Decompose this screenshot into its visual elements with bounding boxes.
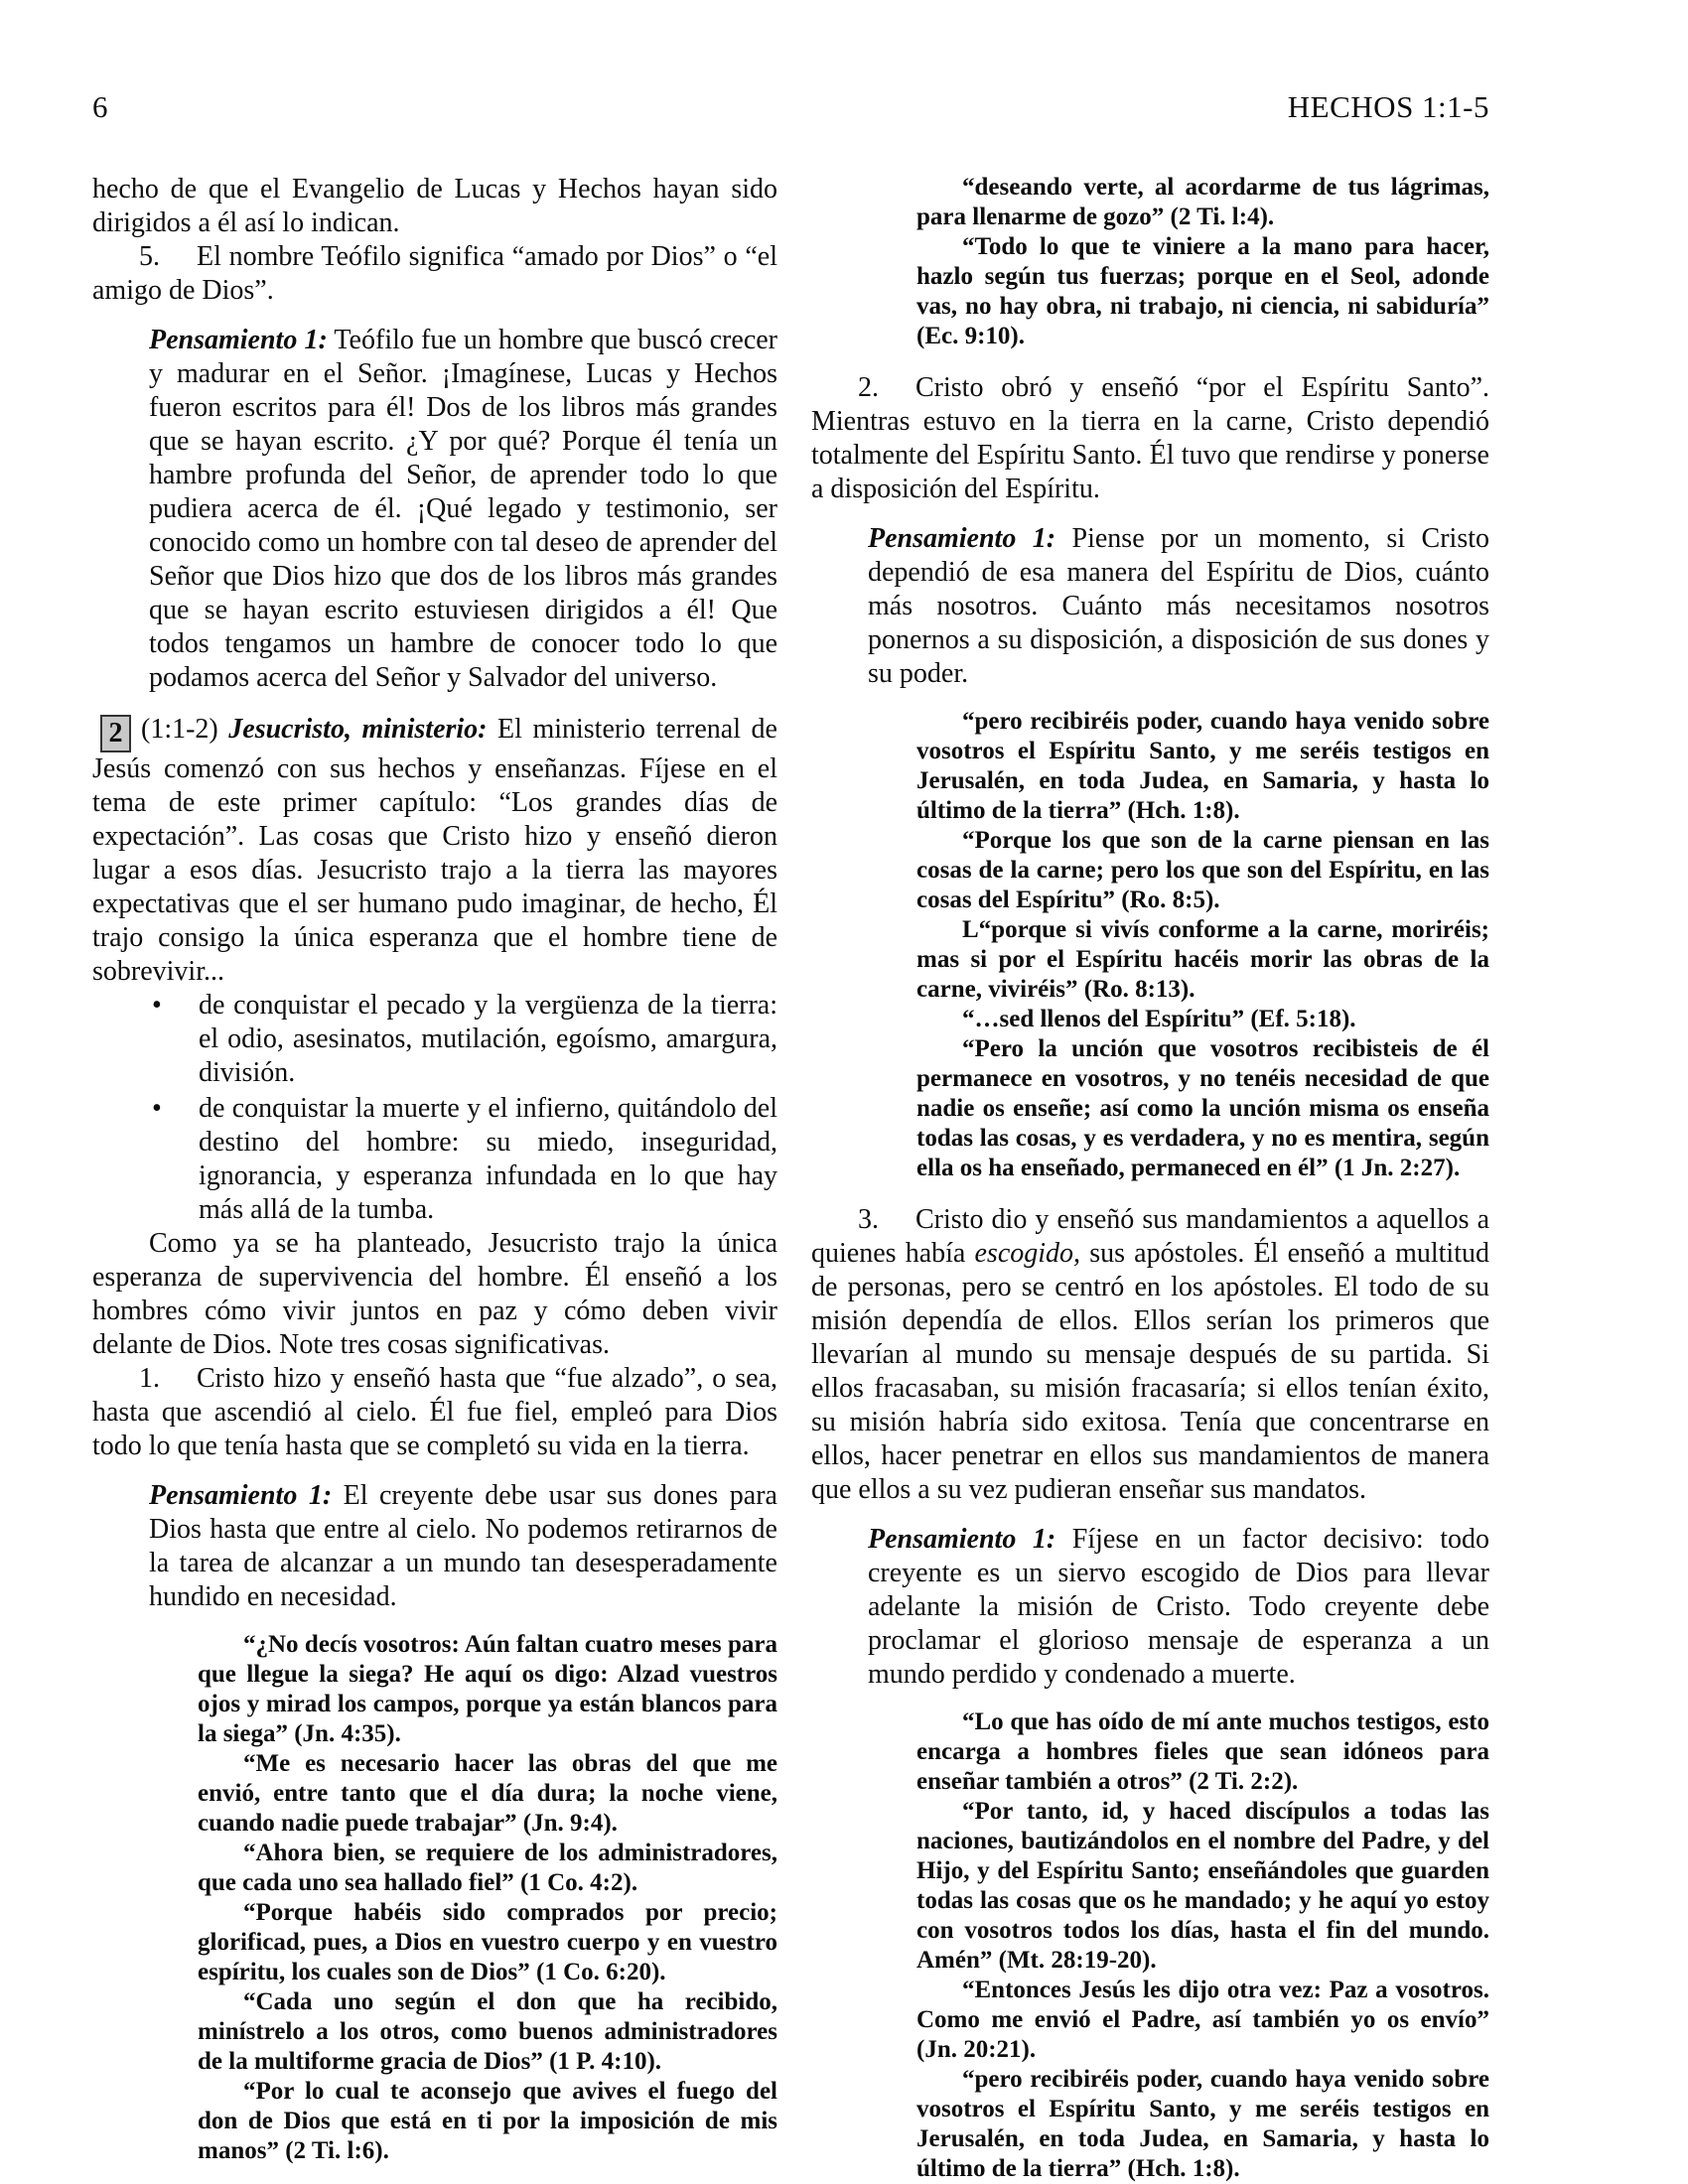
scripture-quote	[916, 232, 1489, 351]
right-column	[811, 173, 1489, 2184]
text-segment: Como ya se ha planteado, Jesucristo trajo la única esperanza de supervivencia del hombre. Él enseñó a los hombres cómo vivir juntos en paz y cómo deben vivir delante de Dios. Note tres cosas significativas.	[92, 1228, 777, 1360]
bullet-item	[152, 1092, 777, 1227]
text-segment: “Cada uno según el don que ha recibido, minístrelo a los otros, como buenos administradores de la multiforme gracia de Dios” (1 P. 4:10).	[198, 1988, 777, 2075]
scripture-quote	[916, 1034, 1489, 1183]
bullet-icon: •	[152, 990, 162, 1021]
text-segment: El creyente debe usar sus dones para Dios hasta que entre al cielo. No podemos retirarnos de la tarea de alcanzar a un mundo tan desesperadamente hundido en necesidad.	[149, 1480, 777, 1612]
scripture-quote	[198, 1839, 777, 1898]
point-number: 1.	[139, 1363, 160, 1394]
text-segment: Jesucristo, ministerio:	[228, 714, 488, 745]
scripture-quote	[916, 915, 1489, 1005]
text-segment: hecho de que el Evangelio de Lucas y Hechos hayan sido dirigidos a él así lo indican.	[92, 174, 777, 238]
left-column	[92, 173, 777, 2166]
thought-paragraph	[149, 324, 777, 695]
scripture-quote	[198, 1987, 777, 2077]
section-number-box: 2	[100, 715, 131, 752]
text-segment: “Por lo cual te aconsejo que avives el fuego del don de Dios que está en ti por la imposición de mis manos” (2 Ti. l:6).	[198, 2078, 777, 2164]
page-heading: HECHOS 1:1-5	[1287, 89, 1489, 124]
text-segment: Pensamiento 1:	[149, 1480, 333, 1511]
text-segment: “Lo que has oído de mí ante muchos testigos, esto encarga a hombres fieles que sean idóneos para enseñar también a otros” (2 Ti. 2:2).	[916, 1708, 1489, 1795]
text-segment: “pero recibiréis poder, cuando haya venido sobre vosotros el Espíritu Santo, y me seréis testigos en Jerusalén, en toda Judea, en Samaria, y hasta lo último de la tierra” (Hch. 1:8).	[916, 708, 1489, 824]
point-number: 3.	[858, 1204, 879, 1235]
numbered-paragraph	[92, 1362, 777, 1463]
scripture-quote	[916, 1797, 1489, 1976]
numbered-paragraph	[811, 371, 1489, 506]
thought-paragraph	[149, 1479, 777, 1614]
text-segment: “…sed llenos del Espíritu” (Ef. 5:18).	[962, 1006, 1356, 1032]
text-segment: “Todo lo que te viniere a la mano para hacer, hazlo según tus fuerzas; porque en el Seol, adonde vas, no hay obra, ni trabajo, ni ciencia, ni sabiduría” (Ec. 9:10).	[916, 233, 1489, 349]
scripture-quote	[916, 1005, 1489, 1034]
text-segment: “deseando verte, al acordarme de tus lágrimas, para llenarme de gozo” (2 Ti. l:4).	[916, 174, 1489, 230]
text-segment: El ministerio terrenal de Jesús comenzó con sus hechos y enseñanzas. Fíjese en el tema de este primer capítulo: “Los grandes días de expectación”. Las cosas que Cristo hizo y enseñó dieron lugar a esos días. Jesucristo trajo a la tierra las mayores expectativas que el ser humano pudo imaginar, de hecho, Él trajo consigo la única esperanza que el hombre tiene de sobrevivir...	[92, 714, 777, 987]
text-segment: “Porque los que son de la carne piensan en las cosas de la carne; pero los que son del Espíritu, en las cosas del Espíritu” (Ro. 8:5).	[916, 827, 1489, 913]
text-segment: Piense por un momento, si Cristo dependió de esa manera del Espíritu de Dios, cuánto más nosotros. Cuánto más necesitamos nosotros ponernos a su disposición, a disposición de sus dones y su poder.	[868, 523, 1489, 689]
scripture-quote	[916, 2065, 1489, 2184]
text-segment: “Ahora bien, se requiere de los administradores, que cada uno sea hallado fiel” (1 Co. 4:2).	[198, 1840, 777, 1896]
text-segment: Cristo dio y enseñó sus mandamientos a aquellos a quienes había	[811, 1204, 1489, 1269]
text-segment: “Entonces Jesús les dijo otra vez: Paz a vosotros. Como me envió el Padre, así también yo os envío” (Jn. 20:21).	[916, 1977, 1489, 2063]
thought-paragraph	[868, 1523, 1489, 1692]
text-segment: “Pero la unción que vosotros recibisteis de él permanece en vosotros, y no tenéis necesidad de que nadie os enseñe; así como la unción misma os enseña todas las cosas, y es verdadera, y no es mentira, según ella os ha enseñado, permaneced en él” (1 Jn. 2:27).	[916, 1035, 1489, 1181]
point-number: 2.	[858, 372, 879, 403]
text-segment: Pensamiento 1:	[868, 1524, 1056, 1555]
text-segment: sus apóstoles. Él enseñó a multitud de personas, pero se centró en los apóstoles. El todo de su misión dependía de ellos. Ellos serían los primeros que llevarían al mundo su mensaje después de su partida. Si ellos fracasaban, su misión fracasaría; si ellos tenían éxito, su misión habría sido exitosa. Tenía que concentrarse en ellos, hacer penetrar en ellos sus mandamientos de manera que ellos a su vez pudieran enseñar sus mandatos.	[811, 1238, 1489, 1505]
text-segment: “Porque habéis sido comprados por precio; glorificad, pues, a Dios en vuestro cuerpo y en vuestro espíritu, los cuales son de Dios” (1 Co. 6:20).	[198, 1899, 777, 1985]
text-segment: Pensamiento 1:	[149, 325, 328, 355]
scripture-quote	[916, 173, 1489, 232]
text-segment: de conquistar el pecado y la vergüenza de la tierra: el odio, asesinatos, mutilación, egoísmo, amargura, división.	[199, 990, 777, 1088]
text-segment: “pero recibiréis poder, cuando haya venido sobre vosotros el Espíritu Santo, y me seréis testigos en Jerusalén, en toda Judea, en Samaria, y hasta lo último de la tierra” (Hch. 1:8).	[916, 2066, 1489, 2182]
scripture-quote	[198, 1898, 777, 1987]
text-segment: Teófilo fue un hombre que buscó crecer y madurar en el Señor. ¡Imagínese, Lucas y Hechos fueron escritos para él! Dos de los libros más grandes que se hayan escrito. ¿Y por qué? Porque él tenía un hambre profunda del Señor, de aprender todo lo que pudiera acerca de él. ¡Qué legado y testimonio, ser conocido como un hombre con tal deseo de aprender del Señor que Dios hizo que dos de los libros más grandes que se hayan escrito estuviesen dirigidos a él! Que todos tengamos un hambre de conocer todo lo que podamos acerca del Señor y Salvador del universo.	[149, 325, 777, 693]
scripture-quote	[916, 826, 1489, 915]
text-segment: Cristo obró y enseñó “por el Espíritu Santo”. Mientras estuvo en la tierra en la carne, Cristo dependió totalmente del Espíritu Santo. Él tuvo que rendirse y ponerse a disposición del Espíritu.	[811, 372, 1489, 504]
text-segment: (1:1-2)	[141, 714, 229, 745]
scripture-quote	[198, 1749, 777, 1839]
text-segment: “¿No decís vosotros: Aún faltan cuatro meses para que llegue la siega? He aquí os digo: Alzad vuestros ojos y mirad los campos, porque ya están blancos para la siega” (Jn. 4:35).	[198, 1631, 777, 1747]
text-segment: “Me es necesario hacer las obras del que me envió, entre tanto que el día dura; la noche viene, cuando nadie puede trabajar” (Jn. 9:4).	[198, 1750, 777, 1837]
paragraph	[92, 173, 777, 240]
bullet-icon: •	[152, 1093, 162, 1124]
text-segment: escogido,	[974, 1238, 1081, 1269]
text-segment: “Por tanto, id, y haced discípulos a todas las naciones, bautizándolos en el nombre del Padre, y del Hijo, y del Espíritu Santo; enseñándoles que guarden todas las cosas que os he mandado; y he aquí yo estoy con vosotros todos los días, hasta el fin del mundo. Amén” (Mt. 28:19-20).	[916, 1798, 1489, 1974]
numbered-paragraph	[811, 1203, 1489, 1507]
text-segment: L“porque si vivís conforme a la carne, moriréis; mas si por el Espíritu hacéis morir las obras de la carne, viviréis” (Ro. 8:13).	[916, 916, 1489, 1003]
scripture-quote	[198, 2077, 777, 2166]
bullet-item	[152, 989, 777, 1090]
scripture-quote	[916, 707, 1489, 826]
scripture-quote	[916, 1976, 1489, 2065]
scripture-quote	[916, 1707, 1489, 1797]
thought-paragraph	[868, 522, 1489, 691]
text-segment: El nombre Teófilo significa “amado por Dios” o “el amigo de Dios”.	[92, 241, 777, 306]
scripture-quote	[198, 1630, 777, 1749]
point-number: 5.	[139, 241, 160, 272]
text-segment: Pensamiento 1:	[868, 523, 1056, 554]
text-segment: Fíjese en un factor decisivo: todo creyente es un siervo escogido de Dios para llevar adelante la misión de Cristo. Todo creyente debe proclamar el glorioso mensaje de esperanza a un mundo perdido y condenado a muerte.	[868, 1524, 1489, 1690]
section-paragraph	[92, 713, 777, 989]
text-segment: de conquistar la muerte y el infierno, quitándolo del destino del hombre: su miedo, inseguridad, ignorancia, y esperanza infundada en lo que hay más allá de la tumba.	[199, 1093, 777, 1225]
paragraph	[92, 1227, 777, 1362]
text-segment: Cristo hizo y enseñó hasta que “fue alzado”, o sea, hasta que ascendió al cielo. Él fue fiel, empleó para Dios todo lo que tenía hasta que se completó su vida en la tierra.	[92, 1363, 777, 1461]
page-number: 6	[92, 89, 108, 124]
numbered-paragraph	[92, 240, 777, 308]
